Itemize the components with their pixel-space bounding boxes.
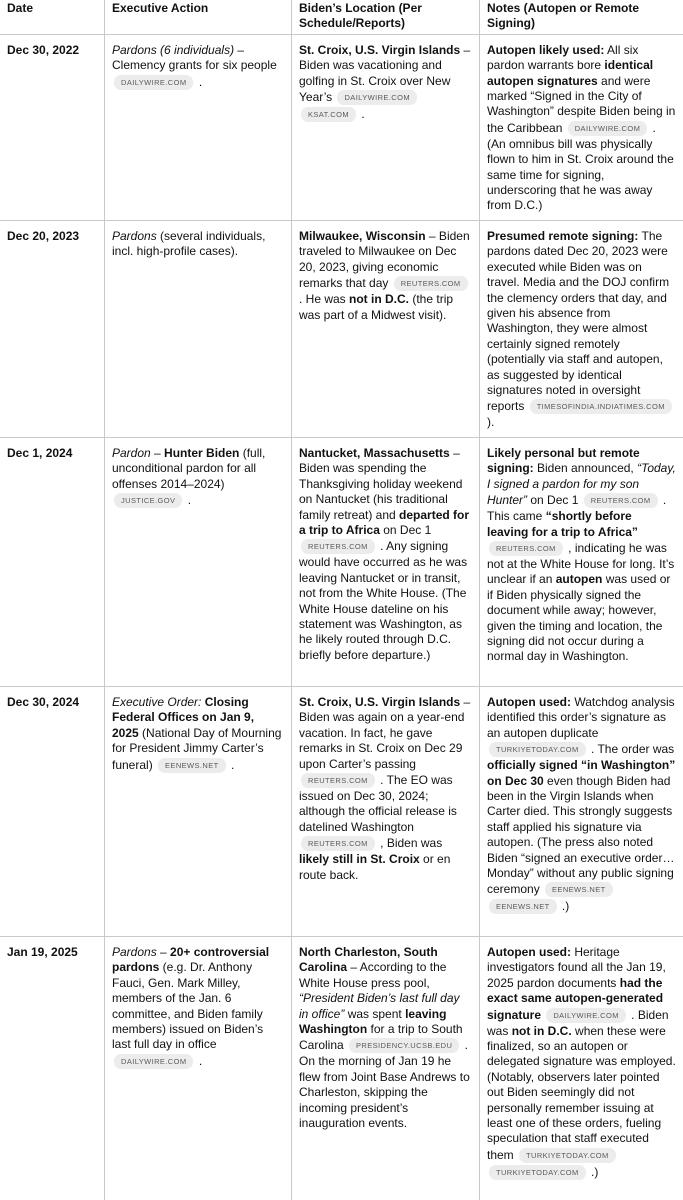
- source-link[interactable]: PRESIDENCY.UCSB.EDU: [349, 1038, 459, 1053]
- quote: “President Biden’s last full day in office”: [299, 991, 460, 1021]
- header-executive-action: Executive Action: [105, 0, 292, 34]
- text: , indicating he was not at the White House for long. It’s unclear if an: [487, 540, 675, 587]
- emphasis: not in D.C.: [349, 292, 410, 307]
- text: was spent: [344, 1006, 406, 1021]
- notes-cell: [480, 34, 683, 220]
- text: –: [156, 944, 171, 959]
- text: (several individuals, incl. high-profile cases).: [112, 228, 266, 259]
- location-name: St. Croix, U.S. Virgin Islands: [299, 694, 461, 709]
- date-cell: Jan 19, 2025: [0, 936, 105, 1200]
- header-date: Date: [0, 0, 105, 34]
- text: . The order was: [587, 742, 675, 757]
- action-type: Executive Order:: [112, 694, 202, 709]
- location-name: Nantucket, Massachusetts: [299, 445, 450, 460]
- source-link[interactable]: REUTERS.COM: [301, 836, 375, 851]
- action-cell: [105, 936, 292, 1200]
- action-type: Pardons: [112, 228, 157, 243]
- location-cell: [292, 34, 480, 220]
- location-name: Milwaukee, Wisconsin: [299, 228, 426, 243]
- notes-lead: Presumed remote signing:: [487, 228, 639, 243]
- notes-lead: Autopen used:: [487, 694, 571, 709]
- action-type: Pardons (6 individuals): [112, 42, 235, 57]
- date-cell: Dec 30, 2024: [0, 686, 105, 936]
- action-cell: [105, 34, 292, 220]
- table-row: [0, 686, 683, 936]
- source-link[interactable]: DAILYWIRE.COM: [568, 121, 647, 136]
- source-link[interactable]: DAILYWIRE.COM: [114, 75, 193, 90]
- text: – Biden was spending the Thanksgiving holiday weekend on Nantucket (his traditional family retreat) and: [299, 445, 463, 522]
- action-type: Pardon: [112, 445, 151, 460]
- source-link[interactable]: TURKIYETODAY.COM: [489, 1165, 586, 1180]
- emphasis: officially signed “in Washington” on Dec 30: [487, 758, 676, 788]
- source-link[interactable]: TURKIYETODAY.COM: [489, 742, 586, 757]
- text: – Biden was vacationing and golfing in St. Croix over New Year’s: [299, 42, 471, 105]
- text: (National Day of Mourning for President Jimmy Carter’s funeral): [112, 725, 282, 772]
- text: . The EO was issued on Dec 30, 2024; although the official release is datelined Washington: [299, 772, 457, 834]
- location-name: North Charleston, South Carolina: [299, 944, 438, 975]
- text: (the trip was part of a Midwest visit).: [299, 292, 454, 322]
- emphasis: autopen: [555, 572, 603, 587]
- text: , Biden was: [376, 836, 443, 851]
- notes-cell: [480, 686, 683, 936]
- table-row: [0, 437, 683, 686]
- quote: “Today, I signed a pardon for my son Hunter”: [487, 461, 676, 508]
- action-type: Pardons: [112, 944, 157, 959]
- notes-cell: [480, 220, 683, 437]
- source-link[interactable]: DAILYWIRE.COM: [337, 90, 416, 105]
- emphasis: 20+ controversial pardons: [112, 944, 270, 975]
- source-link[interactable]: EENEWS.NET: [158, 758, 226, 773]
- text: . He was: [299, 292, 350, 307]
- text: The pardons dated Dec 20, 2023 were executed while Biden was on travel. Media and the DOJ confirm the clemency orders that day, and given his absence from Washington, they were almost certainly signed remotely (potentially via staff and autopen, as suggested by identical signatures noted in oversight reports: [487, 228, 670, 414]
- header-notes: Notes (Autopen or Remote Signing): [480, 0, 683, 34]
- location-name: St. Croix, U.S. Virgin Islands: [299, 42, 461, 57]
- text: .: [357, 107, 365, 122]
- text: .: [195, 1053, 203, 1068]
- source-link[interactable]: REUTERS.COM: [301, 539, 375, 554]
- text: when these were finalized, so an autopen or delegated signature was employed. (Notably, observers later pointed out Biden seemingly did not personally remember issuing at least one of these orders, fueling speculation that staff executed them: [487, 1023, 676, 1162]
- text: (e.g. Dr. Anthony Fauci, Gen. Mark Milley, members of the Jan. 6 committee, and Biden family members) issued on Biden’s last full day in office: [112, 960, 264, 1052]
- source-link[interactable]: EENEWS.NET: [545, 882, 613, 897]
- date-cell: Dec 20, 2023: [0, 220, 105, 437]
- source-link[interactable]: EENEWS.NET: [489, 899, 557, 914]
- source-link[interactable]: REUTERS.COM: [394, 276, 468, 291]
- notes-cell: [480, 437, 683, 686]
- text: – Clemency grants for six people: [112, 42, 277, 73]
- text: on Dec 1: [379, 522, 432, 537]
- text: was used or if Biden physically signed the document while away; however, given the timing and location, the signing did not occur during a normal day in Washington.: [487, 572, 671, 664]
- date-cell: Dec 30, 2022: [0, 34, 105, 220]
- text: . (An omnibus bill was physically flown to him in St. Croix around the same time for signing, underscoring that he was away from D.C.): [487, 120, 674, 213]
- emphasis: had the exact same autopen-generated signature: [487, 975, 664, 1022]
- text: (full, unconditional pardon for all offenses 2014–2024): [112, 445, 266, 491]
- notes-cell: [480, 936, 683, 1200]
- notes-lead: Autopen used:: [487, 944, 571, 959]
- action-cell: [105, 220, 292, 437]
- action-cell: [105, 686, 292, 936]
- table-row: [0, 34, 683, 220]
- text: .): [558, 899, 570, 914]
- text: even though Biden had been in the Virgin Islands when Carter died. This strongly suggests staff applied his signature via autopen. (The press also noted Biden “signed an executive order…Monday” without any public signing ceremony: [487, 773, 675, 897]
- text: ).: [487, 415, 495, 430]
- text: . Any signing would have occurred as he was leaving Nantucket or in transit, not from the White House. (The White House dateline on his statement was Washington, as he likely routed through D.C. briefly before departure.): [299, 539, 468, 662]
- emphasis: Closing Federal Offices on Jan 9, 2025: [112, 694, 255, 740]
- text: on Dec 1: [527, 493, 582, 508]
- text: Watchdog analysis identified this order’s signature as an autopen duplicate: [487, 694, 675, 740]
- text: . This came: [487, 493, 667, 524]
- emphasis: departed for a trip to Africa: [299, 507, 470, 537]
- text: . Biden was: [487, 1007, 669, 1038]
- table-row: [0, 936, 683, 1200]
- text: Heritage investigators found all the Jan 19, 2025 pardon documents: [487, 944, 666, 990]
- header-location: Biden’s Location (Per Schedule/Reports): [292, 0, 480, 34]
- text: All six pardon warrants bore: [487, 42, 639, 73]
- source-link[interactable]: JUSTICE.GOV: [114, 493, 182, 508]
- text: .): [587, 1164, 599, 1179]
- action-cell: [105, 437, 292, 686]
- text: – Biden traveled to Milwaukee on Dec 20, 2023, giving economic remarks that day: [299, 228, 470, 291]
- source-link[interactable]: DAILYWIRE.COM: [114, 1054, 193, 1069]
- source-link[interactable]: KSAT.COM: [301, 107, 356, 122]
- source-link[interactable]: REUTERS.COM: [489, 541, 563, 556]
- notes-lead: Likely personal but remote signing:: [487, 445, 640, 476]
- location-cell: [292, 936, 480, 1200]
- text: . On the morning of Jan 19 he flew from Joint Base Andrews to Charleston, skipping the incoming president’s inauguration events.: [299, 1038, 470, 1130]
- source-link[interactable]: REUTERS.COM: [584, 493, 658, 508]
- text: – According to the White House press pool,: [299, 960, 447, 990]
- table-row: [0, 220, 683, 437]
- text: – Biden was again on a year-end vacation. In fact, he gave remarks in St. Croix on Dec 29 upon Carter’s passing: [299, 694, 471, 771]
- text: for a trip to South Carolina: [299, 1021, 463, 1053]
- text: and were marked “Signed in the City of Washington” despite Biden being in the Caribbean: [487, 73, 676, 135]
- header-row: [0, 0, 683, 34]
- notes-lead: Autopen likely used:: [487, 42, 605, 57]
- location-cell: [292, 686, 480, 936]
- source-link[interactable]: REUTERS.COM: [301, 773, 375, 788]
- text: .: [184, 493, 192, 508]
- emphasis: “shortly before leaving for a trip to Africa”: [487, 509, 638, 539]
- source-link[interactable]: TURKIYETODAY.COM: [519, 1148, 616, 1163]
- text: Biden announced,: [533, 461, 638, 476]
- emphasis: likely still in St. Croix: [299, 852, 420, 867]
- text: –: [150, 445, 165, 460]
- location-cell: [292, 437, 480, 686]
- emphasis: identical autopen signatures: [487, 58, 654, 88]
- location-cell: [292, 220, 480, 437]
- source-link[interactable]: DAILYWIRE.COM: [546, 1008, 625, 1023]
- text: [541, 1008, 544, 1022]
- text: .: [195, 74, 203, 89]
- emphasis: Hunter Biden: [164, 445, 240, 460]
- text: or en route back.: [299, 852, 451, 882]
- text: .: [227, 757, 235, 772]
- emphasis: leaving Washington: [299, 1006, 447, 1036]
- emphasis: not in D.C.: [511, 1023, 572, 1038]
- source-link[interactable]: TIMESOFINDIA.INDIATIMES.COM: [530, 399, 672, 414]
- date-cell: Dec 1, 2024: [0, 437, 105, 686]
